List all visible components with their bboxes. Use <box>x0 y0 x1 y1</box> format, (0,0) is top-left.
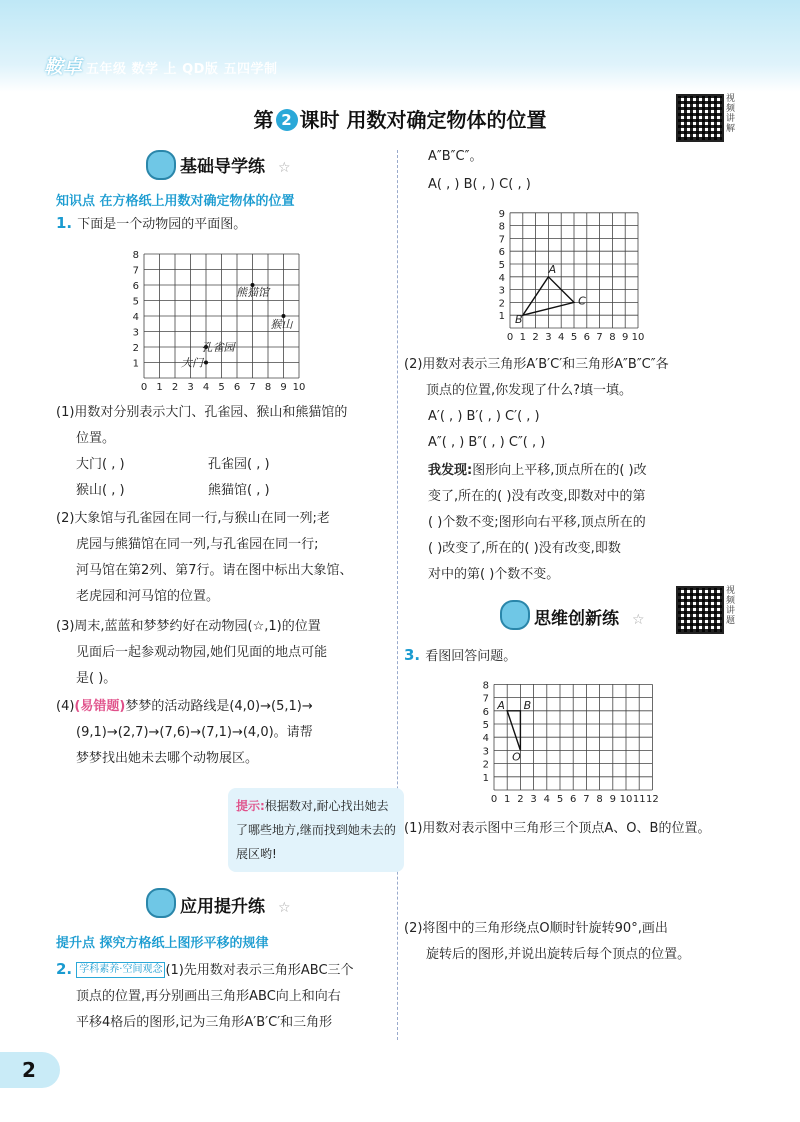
discovery <box>428 458 768 588</box>
y-tick-label: 4 <box>498 272 505 284</box>
star-icon: ☆ <box>278 900 291 916</box>
vertex-a-label: A <box>497 698 505 712</box>
q2-number: 2. <box>56 960 73 978</box>
vertex-o-label: O <box>512 750 521 764</box>
map-point <box>204 361 208 365</box>
series-label: 五年级 数学 上 QD版 五四学制 <box>86 62 278 77</box>
q3-2-line2: 旋转后的图形,并说出旋转后每个顶点的位置。 <box>426 947 691 962</box>
x-tick-label: 4 <box>558 332 565 343</box>
find-label: 我发现: <box>428 463 473 478</box>
star-icon: ☆ <box>632 612 645 628</box>
x-tick-label: 6 <box>233 382 241 393</box>
x-tick-label: 8 <box>609 332 616 343</box>
y-tick-label: 6 <box>482 706 489 718</box>
qr-label-problem: 视频讲题 <box>726 586 736 626</box>
x-tick-label: 7 <box>596 332 603 343</box>
mascot-icon <box>500 600 530 630</box>
hint-label: 提示: <box>236 799 265 813</box>
x-tick-label: 3 <box>530 794 537 805</box>
qr-code-icon[interactable] <box>676 586 724 634</box>
q1-3-line3[interactable]: 是( )。 <box>76 671 117 686</box>
q2-line2: 顶点的位置,再分别画出三角形ABC向上和向右 <box>76 989 341 1004</box>
q2-2-line2: 顶点的位置,你发现了什么?填一填。 <box>426 383 633 398</box>
y-tick-label: 1 <box>482 772 489 784</box>
brand-logo: 鞍卓 <box>44 56 83 78</box>
x-tick-label: 4 <box>543 794 550 805</box>
q1-4-line3: 梦梦找出她未去哪个动物展区。 <box>76 751 259 766</box>
y-tick-label: 6 <box>498 247 505 259</box>
q3-2-line1: (2)将图中的三角形绕点O顺时针旋转90°,画出 <box>404 921 668 936</box>
q1-fill-peacock[interactable]: 孔雀园( , ) <box>208 457 270 472</box>
find-line4: ( )改变了,所在的( )没有改变,即数 <box>428 541 621 556</box>
find-line1: 图形向上平移,顶点所在的( )改 <box>472 463 647 478</box>
label-peacock: 孔雀园 <box>201 341 235 354</box>
q1-2-line1: (2)大象馆与孔雀园在同一行,与猴山在同一列;老 <box>56 511 330 526</box>
x-tick-label: 5 <box>570 332 578 343</box>
hint-box <box>228 788 404 872</box>
fill-dprime[interactable]: A″( , ) B″( , ) C″( , ) <box>428 435 546 450</box>
q3-number: 3. <box>404 646 421 664</box>
q1-part2 <box>56 506 396 610</box>
x-tick-label: 9 <box>622 332 629 343</box>
y-tick-label: 4 <box>482 733 489 745</box>
title-suffix: 课时 用数对确定物体的位置 <box>299 108 547 132</box>
mascot-icon <box>146 150 176 180</box>
q3-part1: (1)用数对表示图中三角形三个顶点A、O、B的位置。 <box>404 821 711 836</box>
q1-number: 1. <box>56 214 73 232</box>
x-tick-label: 3 <box>187 382 194 393</box>
y-tick-label: 8 <box>132 250 139 261</box>
q1-2-line2: 虎园与熊猫馆在同一列,与孔雀园在同一行; <box>76 537 319 552</box>
x-tick-label: 2 <box>171 382 179 393</box>
q1-part4 <box>56 694 396 772</box>
q1-fill-monkey[interactable]: 猴山( , ) <box>76 483 125 498</box>
x-tick-label: 12 <box>646 794 659 805</box>
y-tick-label: 8 <box>482 680 489 692</box>
find-line2: 变了,所在的( )没有改变,即数对中的第 <box>428 489 646 504</box>
q1-fill-panda[interactable]: 熊猫馆( , ) <box>208 483 270 498</box>
q1-4-line2: (9,1)→(2,7)→(7,6)→(7,1)→(4,0)。请帮 <box>76 725 313 740</box>
x-tick-label: 3 <box>545 332 552 343</box>
x-tick-label: 5 <box>218 382 225 393</box>
find-line3: ( )个数不变;图形向右平移,顶点所在的 <box>428 515 646 530</box>
x-tick-label: 0 <box>506 332 514 343</box>
x-tick-label: 9 <box>280 382 287 393</box>
q3-part2 <box>404 916 764 968</box>
qr-code-icon[interactable] <box>676 94 724 142</box>
y-tick-label: 8 <box>498 221 505 233</box>
x-tick-label: 1 <box>504 794 511 805</box>
y-tick-label: 1 <box>498 311 505 323</box>
q1-fill-gate[interactable]: 大门( , ) <box>76 457 125 472</box>
page-number <box>0 1052 60 1088</box>
y-tick-label: 3 <box>498 285 505 297</box>
vertex-c-label: C <box>578 294 586 308</box>
mascot-icon <box>146 888 176 918</box>
x-tick-label: 5 <box>556 794 564 805</box>
title-prefix: 第 <box>253 108 274 132</box>
lesson-number: 2 <box>276 109 298 131</box>
q1-part3 <box>56 614 396 692</box>
zoo-map-grid <box>120 248 320 396</box>
y-tick-label: 3 <box>132 327 139 339</box>
vertex-a-label: A <box>548 262 557 276</box>
y-tick-label: 1 <box>132 358 139 370</box>
y-tick-label: 2 <box>498 298 505 310</box>
x-tick-label: 1 <box>156 382 163 393</box>
x-tick-label: 9 <box>609 794 616 805</box>
column-divider <box>397 150 398 1040</box>
q1-part1 <box>56 400 396 452</box>
q3-text: 看图回答问题。 <box>425 649 517 664</box>
x-tick-label: 6 <box>583 332 590 343</box>
x-tick-label: 2 <box>532 332 539 343</box>
y-tick-label: 9 <box>498 208 505 220</box>
q1-4-line1: 梦梦的活动路线是(4,0)→(5,1)→ <box>125 699 313 714</box>
qr-label-video: 视频讲解 <box>726 94 736 134</box>
q2-part2 <box>404 352 764 404</box>
question-3 <box>404 644 516 670</box>
knowledge-point: 知识点 在方格纸上用数对确定物体的位置 <box>56 194 295 209</box>
x-tick-label: 4 <box>202 382 210 393</box>
rotation-grid <box>480 672 660 810</box>
q1-1-line1: (1)用数对分别表示大门、孔雀园、猴山和熊猫馆的 <box>56 405 348 420</box>
x-tick-label: 8 <box>264 382 272 393</box>
y-tick-label: 7 <box>498 234 505 246</box>
q1-2-line3: 河马馆在第2列、第7行。请在图中标出大象馆、 <box>76 563 353 578</box>
x-tick-label: 6 <box>570 794 577 805</box>
x-tick-label: 10 <box>292 382 306 393</box>
x-tick-label: 0 <box>140 382 148 393</box>
x-tick-label: 11 <box>632 794 646 805</box>
abc-fill[interactable]: A( , ) B( , ) C( , ) <box>428 177 531 192</box>
q2-line1: (1)先用数对表示三角形ABC三个 <box>165 963 354 978</box>
q2-2-line1: (2)用数对表示三角形A′B′C′和三角形A″B″C″各 <box>404 357 669 372</box>
x-tick-label: 1 <box>519 332 526 343</box>
hint-text: 根据数对,耐心找出她去了哪些地方,继而找到她未去的展区哟! <box>236 799 396 861</box>
y-tick-label: 5 <box>482 720 489 731</box>
question-2 <box>56 956 396 1036</box>
x-tick-label: 10 <box>619 794 633 805</box>
fill-prime[interactable]: A′( , ) B′( , ) C′( , ) <box>428 409 540 424</box>
star-icon: ☆ <box>278 160 291 176</box>
improve-point: 提升点 探究方格纸上图形平移的规律 <box>56 936 269 951</box>
vertex-b-label: B <box>523 698 532 712</box>
x-tick-label: 2 <box>517 794 524 805</box>
y-tick-label: 2 <box>132 343 139 354</box>
q1-1-line2: 位置。 <box>76 431 116 446</box>
y-tick-label: 7 <box>482 693 489 705</box>
q2-line3: 平移4格后的图形,记为三角形A′B′C′和三角形 <box>76 1015 333 1030</box>
x-tick-label: 10 <box>631 332 645 343</box>
y-tick-label: 3 <box>482 746 489 758</box>
triangle-abo <box>507 711 520 751</box>
y-tick-label: 7 <box>132 265 139 277</box>
q1-text: 下面是一个动物园的平面图。 <box>77 217 247 232</box>
section-apply: 应用提升练 <box>180 897 265 917</box>
y-tick-label: 6 <box>132 281 139 292</box>
q1-3-line1: (3)周末,蓝蓝和梦梦约好在动物园(☆,1)的位置 <box>56 619 321 634</box>
triangle-grid <box>494 200 654 346</box>
label-monkey: 猴山 <box>270 318 293 331</box>
section-think: 思维创新练 <box>534 609 619 629</box>
y-tick-label: 2 <box>482 759 489 771</box>
error-prone-tag: (易错题) <box>74 699 126 714</box>
label-gate: 大门 <box>181 356 203 370</box>
literacy-tag: 学科素养·空间观念 <box>76 962 165 978</box>
x-tick-label: 7 <box>583 794 590 805</box>
vertex-b-label: B <box>515 313 523 327</box>
question-1 <box>56 212 246 238</box>
x-tick-label: 0 <box>490 794 498 805</box>
header-banner <box>0 0 800 92</box>
y-tick-label: 5 <box>132 296 139 308</box>
section-basic: 基础导学练 <box>180 157 265 177</box>
y-tick-label: 4 <box>132 312 139 323</box>
q1-4-prefix: (4) <box>56 699 75 714</box>
q1-3-line2: 见面后一起参观动物园,她们见面的地点可能 <box>76 645 328 660</box>
x-tick-label: 8 <box>596 794 603 805</box>
x-tick-label: 7 <box>249 382 256 393</box>
page-number-text: 2 <box>22 1058 36 1082</box>
label-panda: 熊猫馆 <box>236 286 269 299</box>
q1-2-line4: 老虎园和河马馆的位置。 <box>76 589 220 604</box>
q2-cont: A″B″C″。 <box>428 149 483 164</box>
find-line5: 对中的第( )个数不变。 <box>428 567 560 582</box>
y-tick-label: 5 <box>498 260 505 271</box>
